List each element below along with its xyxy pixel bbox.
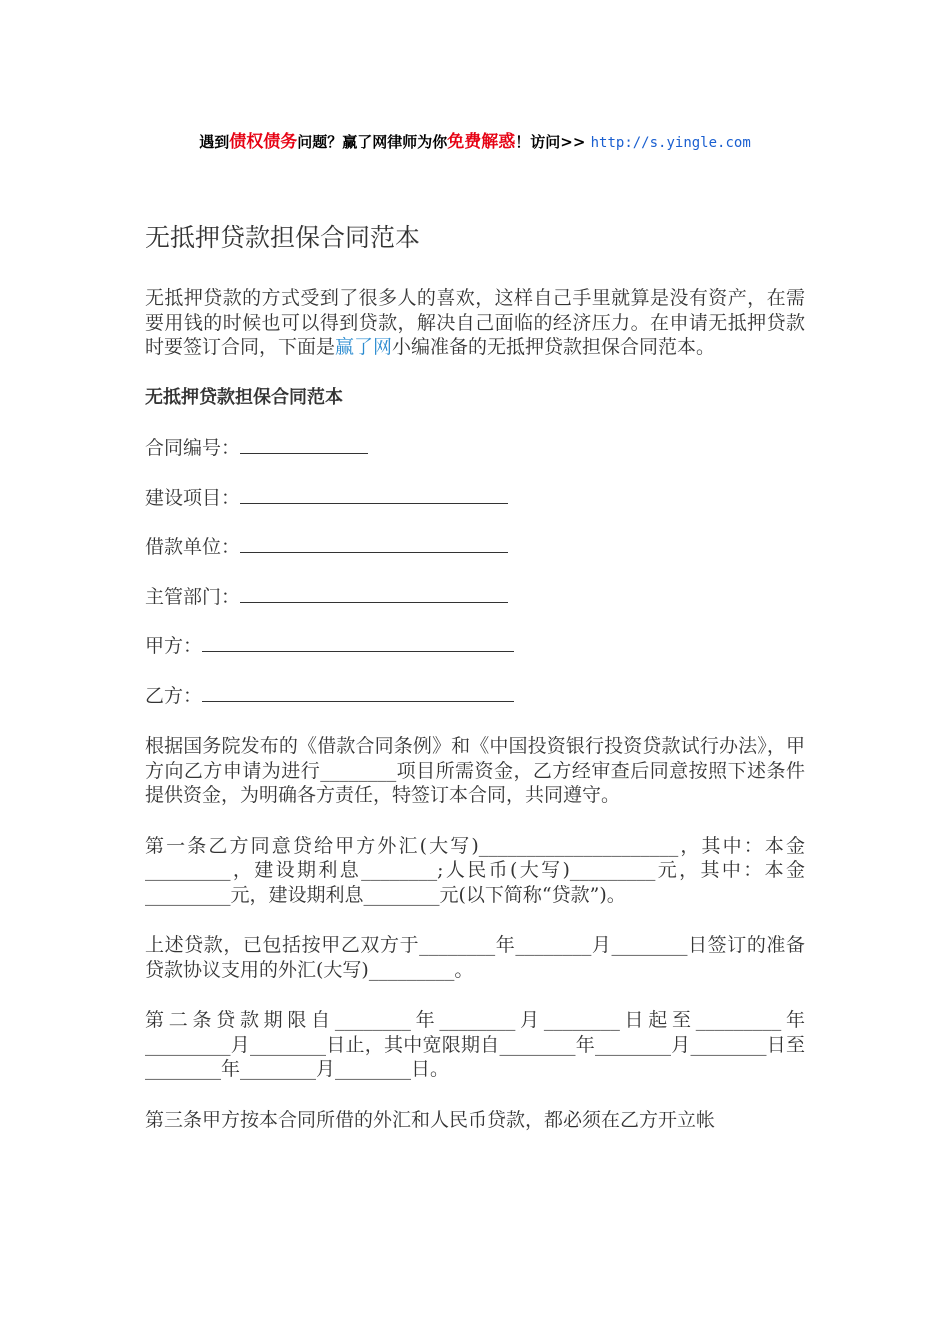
document-title: 无抵押贷款担保合同范本 <box>145 223 421 252</box>
blank-line <box>240 439 368 454</box>
field-label: 主管部门： <box>145 585 241 608</box>
promo-banner[interactable] <box>0 127 950 152</box>
blank-line <box>240 588 508 603</box>
contract-subtitle: 无抵押贷款担保合同范本 <box>145 386 343 408</box>
field-borrower <box>145 535 805 560</box>
field-label: 甲方： <box>145 635 203 657</box>
paragraph-preamble: 根据国务院发布的《借款合同条例》和《中国投资银行投资贷款试行办法》，甲方向乙方申请为进行________项目所需资金，乙方经审查后同意按照下述条件提供资金，为明确各方责任，特签订本合同，共同遵守。 <box>145 735 805 806</box>
banner-prefix: 遇到 <box>199 133 230 151</box>
intro-paragraph <box>145 286 805 360</box>
intro-text-before: 无抵押贷款的方式受到了很多人的喜欢，这样自己手里就算是没有资产，在需要用钱的时候也可以得到贷款，解决自己面临的经济压力。在申请无抵押贷款时要签订合同，下面是 <box>145 287 805 358</box>
paragraph-article-2: 第二条贷款期限自________年________月________日起至_________年_________月________日止，其中宽限期自________年________月________日至________年________月________日。 <box>145 1009 805 1080</box>
yingle-link[interactable]: 赢了网 <box>335 336 393 358</box>
field-dept <box>145 585 805 610</box>
blank-line <box>240 538 508 553</box>
field-label: 合同编号： <box>145 437 241 459</box>
blank-line <box>240 489 508 504</box>
paragraph-loan-note: 上述贷款，已包括按甲乙双方于________年________月________日签订的准备贷款协议支用的外汇(大写)_________。 <box>145 934 805 981</box>
paragraph-article-3: 第三条甲方按本合同所借的外汇和人民币贷款，都必须在乙方开立帐 <box>145 1108 716 1131</box>
banner-highlight-debt: 债权债务 <box>229 132 298 152</box>
field-party-b <box>145 684 805 709</box>
blank-line <box>202 687 514 702</box>
document-body <box>145 218 805 1158</box>
blank-line <box>202 637 514 652</box>
field-contract-no <box>145 436 805 461</box>
banner-url-link[interactable]: http://s.yingle.com <box>590 135 751 151</box>
field-project <box>145 486 805 511</box>
field-label: 建设项目： <box>145 486 241 509</box>
field-label: 借款单位： <box>145 536 241 558</box>
banner-middle: 问题？赢了网律师为你 <box>297 133 448 151</box>
field-label: 乙方： <box>145 684 203 707</box>
paragraph-article-1: 第一条乙方同意贷给甲方外汇(大写)_____________________，其中：本金_________，建设期利息________;人民币(大写)_________元，其中：本金_________元，建设期利息________元(以下简称“贷款”)。 <box>145 834 805 906</box>
banner-highlight-free: 免费解惑 <box>447 132 516 152</box>
banner-suffix: ！访问>> <box>515 133 591 151</box>
field-party-a <box>145 634 805 659</box>
intro-text-after: 小编准备的无抵押贷款担保合同范本。 <box>392 336 716 358</box>
